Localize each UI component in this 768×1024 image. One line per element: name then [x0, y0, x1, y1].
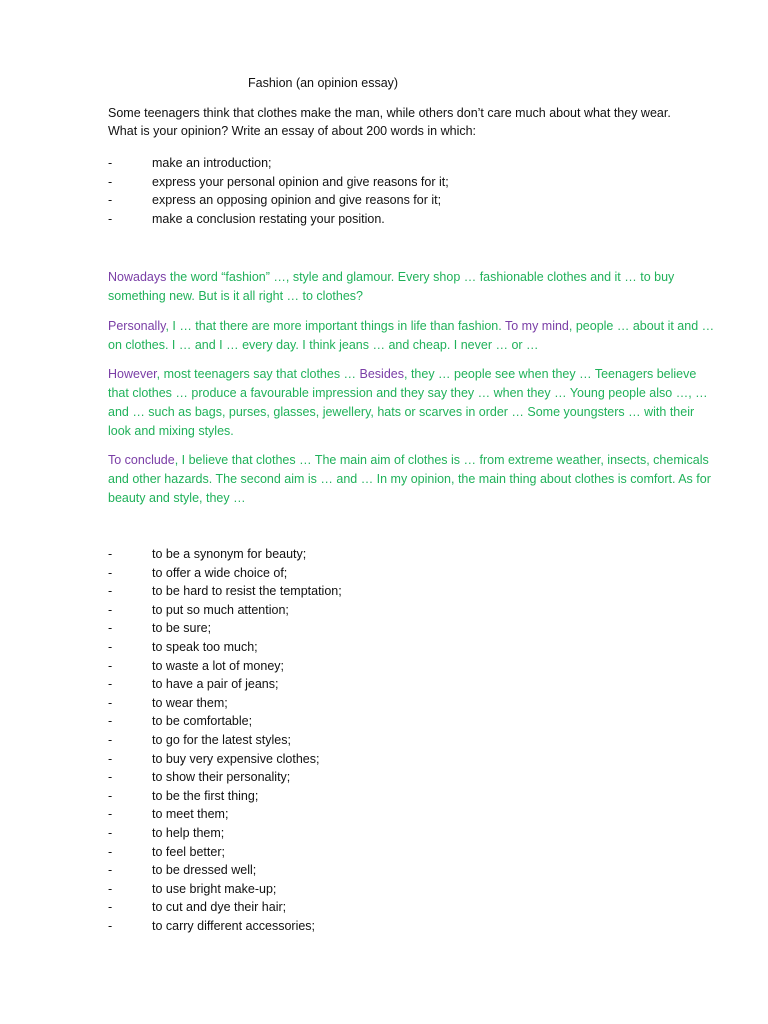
phrase-item: - to be sure;: [108, 621, 212, 636]
phrase-item-text: to be hard to resist the temptation;: [152, 584, 342, 599]
linker-word: Nowadays: [108, 270, 167, 284]
phrase-item: - to be dressed well;: [108, 863, 257, 878]
paragraph-text: the word “fashion” …, style and glamour. Every shop … fashionable clothes and it … to buy something new. But is it all right … to clothes?: [108, 270, 675, 303]
prompt-line-2: What is your opinion? Write an essay of about 200 words in which:: [108, 124, 477, 138]
phrase-item-text: to go for the latest styles;: [152, 732, 291, 747]
paragraph-text: , they … people see when they … Teenagers believe that clothes … produce a favourable impression and they say they … when they … Young people also …, … and … such as bags, purses, glasses, jewellery, hats or scarves in order … Some youngsters … with their look and mixing styles.: [108, 367, 708, 438]
phrase-item: - to buy very expensive clothes;: [108, 751, 320, 766]
phrase-item: - to be a synonym for beauty;: [108, 547, 307, 561]
linker-word: To my mind: [504, 319, 569, 333]
task-item: - make an introduction;: [108, 156, 272, 170]
linker-word: However: [108, 367, 157, 381]
phrase-item-text: to offer a wide choice of;: [152, 565, 288, 580]
linker-word: To conclude: [108, 453, 175, 467]
phrase-item: - to wear them;: [108, 695, 228, 710]
phrase-item-text: to have a pair of jeans;: [152, 677, 279, 692]
phrase-item-text: to speak too much;: [152, 639, 258, 654]
phrase-item-text: to be dressed well;: [152, 863, 257, 878]
phrase-item-text: to use bright make-up;: [152, 881, 277, 896]
phrase-item: - to cut and dye their hair;: [108, 900, 287, 915]
paragraph-introduction: [108, 268, 720, 306]
phrase-item-text: to help them;: [152, 825, 225, 840]
paragraph-text: , people … about it and … on clothes. I … and I … every day. I think jeans … and cheap. I never … or …: [108, 319, 715, 352]
phrase-item-text: to put so much attention;: [152, 602, 289, 617]
phrase-item: - to speak too much;: [108, 639, 258, 654]
phrase-item-text: to be a synonym for beauty;: [152, 547, 307, 561]
phrase-item-text: to buy very expensive clothes;: [152, 751, 320, 766]
phrase-item: - to offer a wide choice of;: [108, 565, 288, 580]
linker-word: Personally: [108, 319, 166, 333]
task-item-text: express your personal opinion and give reasons for it;: [152, 174, 449, 189]
phrase-item: - to feel better;: [108, 844, 225, 859]
phrase-item: - to be hard to resist the temptation;: [108, 584, 342, 599]
phrase-item-text: to waste a lot of money;: [152, 658, 285, 673]
task-list: [108, 154, 449, 228]
phrase-item: - to go for the latest styles;: [108, 732, 291, 747]
phrase-item-text: to cut and dye their hair;: [152, 900, 287, 915]
phrase-item: - to be the first thing;: [108, 788, 259, 803]
essay-prompt: [108, 104, 718, 140]
linker-word: Besides: [359, 367, 404, 381]
task-item-text: express an opposing opinion and give reasons for it;: [152, 193, 442, 208]
task-item: - express an opposing opinion and give reasons for it;: [108, 193, 442, 208]
task-item: - express your personal opinion and give reasons for it;: [108, 174, 449, 189]
essay-title: Fashion (an opinion essay): [248, 76, 399, 90]
paragraph-conclusion: [108, 451, 720, 508]
phrase-item: - to use bright make-up;: [108, 881, 277, 896]
phrase-item-text: to show their personality;: [152, 770, 291, 785]
phrase-item: - to have a pair of jeans;: [108, 677, 279, 692]
phrase-item-text: to feel better;: [152, 844, 225, 859]
phrase-item-text: to carry different accessories;: [152, 918, 316, 933]
task-item-text: make a conclusion restating your position.: [152, 211, 385, 226]
phrase-item-text: to meet them;: [152, 807, 229, 822]
phrase-item: - to show their personality;: [108, 770, 291, 785]
phrase-item: - to put so much attention;: [108, 602, 289, 617]
paragraph-personal-opinion: [108, 317, 720, 355]
paragraph-text: , I … that there are more important things in life than fashion.: [165, 319, 505, 333]
phrase-list: [108, 545, 342, 935]
task-item: - make a conclusion restating your position.: [108, 211, 385, 226]
phrase-item: - to carry different accessories;: [108, 918, 316, 933]
phrase-item: - to meet them;: [108, 807, 229, 822]
paragraph-opposing-opinion: [108, 365, 720, 441]
phrase-item-text: to be the first thing;: [152, 788, 259, 803]
paragraph-text: , most teenagers say that clothes …: [156, 367, 360, 381]
phrase-item-text: to be sure;: [152, 621, 212, 636]
phrase-item-text: to be comfortable;: [152, 714, 253, 729]
paragraph-text: , I believe that clothes … The main aim of clothes is … from extreme weather, insects, chemicals and other hazards. The second aim is … and … In my opinion, the main thing about clothes is comfort. As for beauty and style, they …: [108, 453, 711, 505]
phrase-item: - to be comfortable;: [108, 714, 253, 729]
task-item-text: make an introduction;: [152, 156, 272, 170]
phrase-item: - to waste a lot of money;: [108, 658, 285, 673]
phrase-item-text: to wear them;: [152, 695, 228, 710]
phrase-item: - to help them;: [108, 825, 225, 840]
prompt-line-1: Some teenagers think that clothes make the man, while others don’t care much about what they wear.: [108, 106, 671, 120]
